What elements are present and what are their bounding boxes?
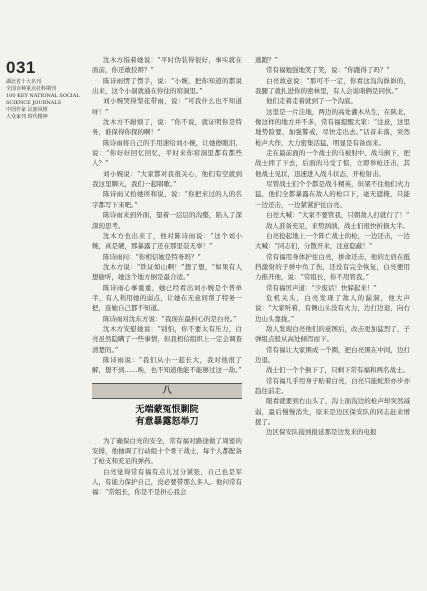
paragraph: 战士们一个个倒下了，只剩下常有福和两名战士。 xyxy=(266,366,410,375)
paragraph: 白亮大喊：“大家不要管我，只朝敌人打就行了！” xyxy=(266,211,410,220)
masthead-line: 全国百种重点社科期刊 xyxy=(6,86,57,92)
paragraph: 陈诗雨又拾她所和说，说：“你把来过的人的名字都写下来吧。” xyxy=(92,190,242,209)
paragraph: 白亮故意说：“那可不一定，你看这沟沟峁峁的，我腿了就扎进你的密林里，有人会说咱俩是同伙。” xyxy=(255,76,410,96)
paragraph: 沈木方指着她说：“平时伪装得很好，事实就在面前，你还敢狡辩？” xyxy=(92,56,242,75)
page-number: 031 xyxy=(6,58,36,77)
paragraph: 常有福让大家围成一个圈，把白亮围在中间，边打边退。 xyxy=(255,345,410,364)
paragraph: 敌人准备充足，来势汹汹，战士们很快折损大半。 xyxy=(266,221,410,230)
paragraph: 刘小婉哭得梨花带雨，说：“可我什么也不知道呀！” xyxy=(92,97,242,116)
paragraph: 敌人发现白亮他们的意图后，改击更加猛烈了，子弹组点般从高处倾泻而下。 xyxy=(255,324,410,344)
paragraph: 常有福厉声道：“少废话！快躲起来！” xyxy=(266,283,377,292)
paragraph: 逃跑？” xyxy=(255,56,278,64)
article-column-right xyxy=(255,55,410,438)
article-column-left xyxy=(92,55,242,498)
masthead-line: 大众家刊 时代精神 xyxy=(6,114,48,120)
paragraph: 危机关头，白亮发现了敌人的漏洞，他大声说：“大家听着，有侧山头没有火力，边打边退，向右边山头靠拢。” xyxy=(255,293,410,323)
paragraph: 陈诗雨愣了愣手，说：“小婉，把你知道的都说出来，这个小洞就通在你住的窑洞里。” xyxy=(92,76,242,96)
paragraph: 这里是一片洼地，两边的高处灌木丛生，在陕北，像这样的地方并不多，常有福提醒大家：“注意，这里地势险要，加强警戒，尽快走出去。”话音未落，突然枪声大作，大力密集活猛，明显是有备而来。 xyxy=(255,107,410,147)
section-number: 八 xyxy=(92,383,242,399)
masthead-line: 湖北省十大名刊 xyxy=(6,79,42,85)
paragraph: 沈木方也出来了，他对陈诗雨说：“这个刘小婉，真是硬，那暴露了还在那里装无辜！” xyxy=(92,231,242,251)
paragraph: 沈木方不耐烦了，说：“你不说，就证明你是特务，谁保得你探的啊！” xyxy=(92,118,242,137)
section-heading xyxy=(92,383,242,428)
paragraph: 他们走着走着就到了一个沟底。 xyxy=(266,97,358,106)
column-left-text-after-section xyxy=(92,436,242,498)
paragraph: 陈诗雨对沈东方说：“我现在最担心的是白亮。” xyxy=(103,314,237,323)
column-right-text xyxy=(255,55,410,438)
paragraph: 尽管战士们个个都是战斗精英，但架不住他们火力猛，他们全都暴露在敌人的枪口下，毫无遮掩，只能一边还击，一边紧紧护住白亮。 xyxy=(255,180,410,209)
paragraph: 边区保安队接到报延那是边发来的电报 xyxy=(266,428,377,437)
journal-masthead xyxy=(6,79,80,121)
paragraph: 陈诗雨问：“你相信她是特务吗？” xyxy=(103,252,201,261)
paragraph: 陈诗雨说：“我们从小一起长大，我对他很了解，想不到……唉，也不知道他能不能够过这一劫。” xyxy=(92,355,242,375)
paragraph: 陈诗雨心事重重，她已经看出刘小婉是个普单半，有人利用她的弱点，让她在无意间帮了特务一把，连她自己都不知道。 xyxy=(92,283,242,313)
paragraph: 沈木方说：“铁证如山啊！”想了想，“如果有人想偷听，她这个地方倒是最合适。” xyxy=(92,262,242,282)
paragraph: 常有福勉强地笑了笑，说：“你跑得了吗？” xyxy=(266,66,390,75)
paragraph: 刘小婉说：“大家都对我很关心，他们有空就到我这里聊天，我们一起唱歌。” xyxy=(92,169,242,189)
paragraph: 眼看就要到右山头了，沟上面沟边的枪声却突然减弱，最后慢慢消失，原来是边区保安队的同志赶来增援了。 xyxy=(255,397,410,427)
masthead-line: SCIENCE JOURNALS xyxy=(6,100,62,106)
paragraph: 走在最前面的一个战士的马被射中，战马倒下，把战士摔了下去，后面的马受了惊，立即举枪还击，其他战士见状，迅速进入战斗状态，开枪射击。 xyxy=(255,149,410,178)
masthead-line: 中国作家 民族风格 xyxy=(6,107,48,113)
paragraph: 白亮抢起地上一个阵亡战士的枪，一边还击，一边大喊：“同志们，分散开来，注意隐蔽！” xyxy=(255,231,410,251)
masthead-line: 100 KEY NATIONAL SOCIAL xyxy=(6,93,80,99)
section-title-line: 无端蒙冤恨剿院 xyxy=(135,404,199,415)
section-title-line: 有意暴露怒举刀 xyxy=(135,416,199,427)
column-left-text-before-section xyxy=(92,55,242,376)
paragraph: 白亮觉得常有福有点儿过分紧张，自己也是军人，有能力保护自己，没必要带那么多人。他问常有福：“常组长，你是不是担心我会 xyxy=(92,467,242,497)
paragraph: 常有福几乎用身子贴着白亮，白亮只能蛇形亦步亦趋往前走。 xyxy=(255,376,410,395)
paragraph: 为了确保白亮的安全，常有福对路途做了周密的安排，他抽调了行动组十个骨干战士，每个人都配备了枪支和充足的弹药。 xyxy=(92,436,242,466)
paragraph: 沈木方安慰她说：“别怕，你不要太有压力，白亮虽然隐瞒了一些事情，但我相信组织上一定会调查清楚的。” xyxy=(92,324,242,354)
paragraph: 陈诗雨将自己的手用速给刘小婉，让她擦眼泪，说：“你好好回忆回忆，平时来你窑洞里都有都些人？” xyxy=(92,138,242,168)
section-title xyxy=(92,404,242,428)
paragraph: 常有福用身体护住白亮，拼命还击，他的左肩在抵挡激射的子弹中负了伤，还没有完全恢复，白亮便用力推开他，说：“常组长，你不用管我。” xyxy=(255,252,410,282)
paragraph: 陈诗雨来到外面，望着一层层的沟壑，陷入了深深的思考。 xyxy=(92,211,242,230)
